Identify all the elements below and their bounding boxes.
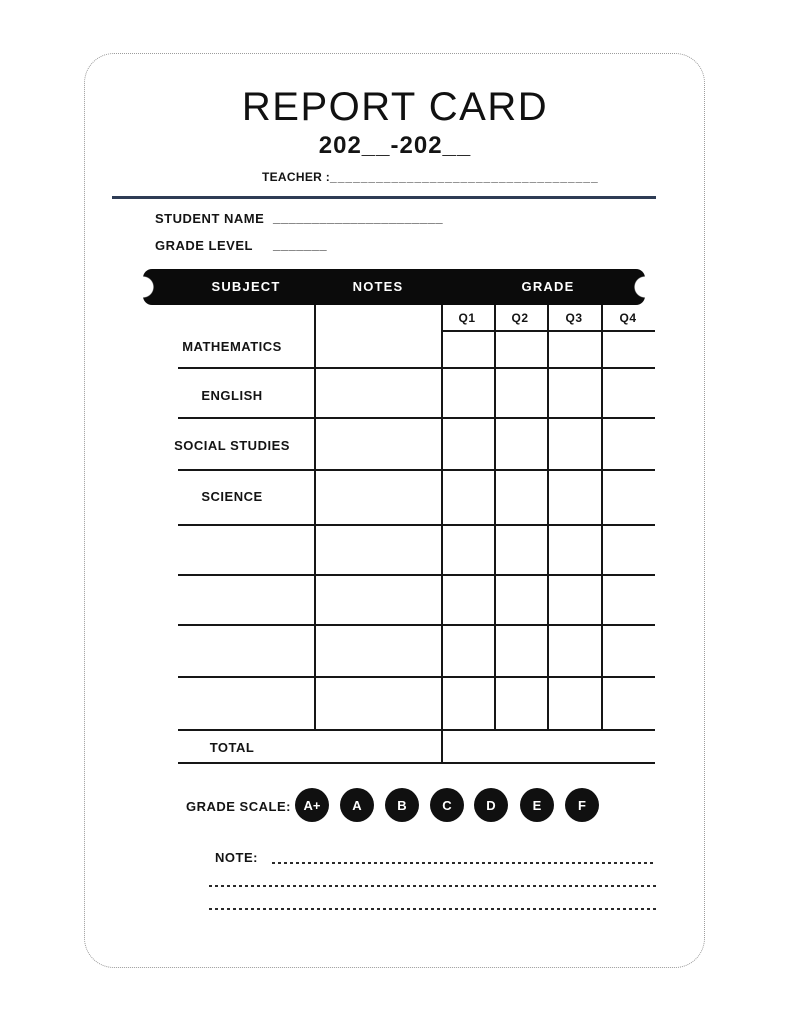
total-bottom-line [178,762,655,764]
grade-badge-letter: B [397,797,407,813]
grade-badge [430,788,464,822]
grade-level-label: GRADE LEVEL [155,238,253,253]
total-label: TOTAL [209,740,255,755]
teacher-label: TEACHER : [262,170,331,184]
quarter-header-q4: Q4 [619,311,637,325]
column-header-notes: NOTES [352,279,404,294]
grade-badge-letter: A [352,797,362,813]
teacher-row [262,170,599,184]
subject-label: MATHEMATICS [182,339,282,354]
grade-column-line-q1 [441,305,443,764]
table-header-ribbon [143,269,645,305]
header-divider-rule [112,196,656,199]
student-name-label: STUDENT NAME [155,211,265,226]
subject-label: ENGLISH [201,388,263,403]
note-label: NOTE: [215,850,258,865]
grade-header-underline [441,330,655,332]
quarter-header-q1: Q1 [458,311,476,325]
grade-badge-letter: E [532,797,542,813]
grade-badge [295,788,329,822]
table-row-line [178,574,655,576]
table-row-line [178,417,655,419]
table-row-line [178,524,655,526]
student-name-blank-line: ______________________ [273,210,444,225]
table-row-line [178,367,655,369]
table-row-line [178,729,655,731]
quarter-header-q2: Q2 [511,311,529,325]
grade-badge-letter: C [442,797,452,813]
grade-badge [340,788,374,822]
subject-label: SCIENCE [201,489,263,504]
column-header-grade: GRADE [521,279,575,294]
grade-badge [474,788,508,822]
table-row-line [178,469,655,471]
note-dashed-line [209,885,656,887]
grade-scale-label: GRADE SCALE: [186,799,291,814]
grade-level-blank-line: _______ [273,237,328,252]
grade-badge-letter: F [578,797,586,813]
quarter-header-q3: Q3 [565,311,583,325]
note-dashed-line [272,862,656,864]
grade-badge [565,788,599,822]
note-dashed-line [209,908,656,910]
table-row-line [178,676,655,678]
page-title: REPORT CARD [241,85,549,129]
teacher-blank-line: ___________________________________ [330,170,599,184]
card-outline [84,53,705,968]
grade-badge-letter: D [486,797,496,813]
grade-badge-letter: A+ [303,797,321,813]
school-year: 202__-202__ [318,132,472,159]
grade-badge [520,788,554,822]
column-header-subject: SUBJECT [211,279,281,294]
subject-label: SOCIAL STUDIES [174,438,290,453]
table-row-line [178,624,655,626]
grade-badge [385,788,419,822]
